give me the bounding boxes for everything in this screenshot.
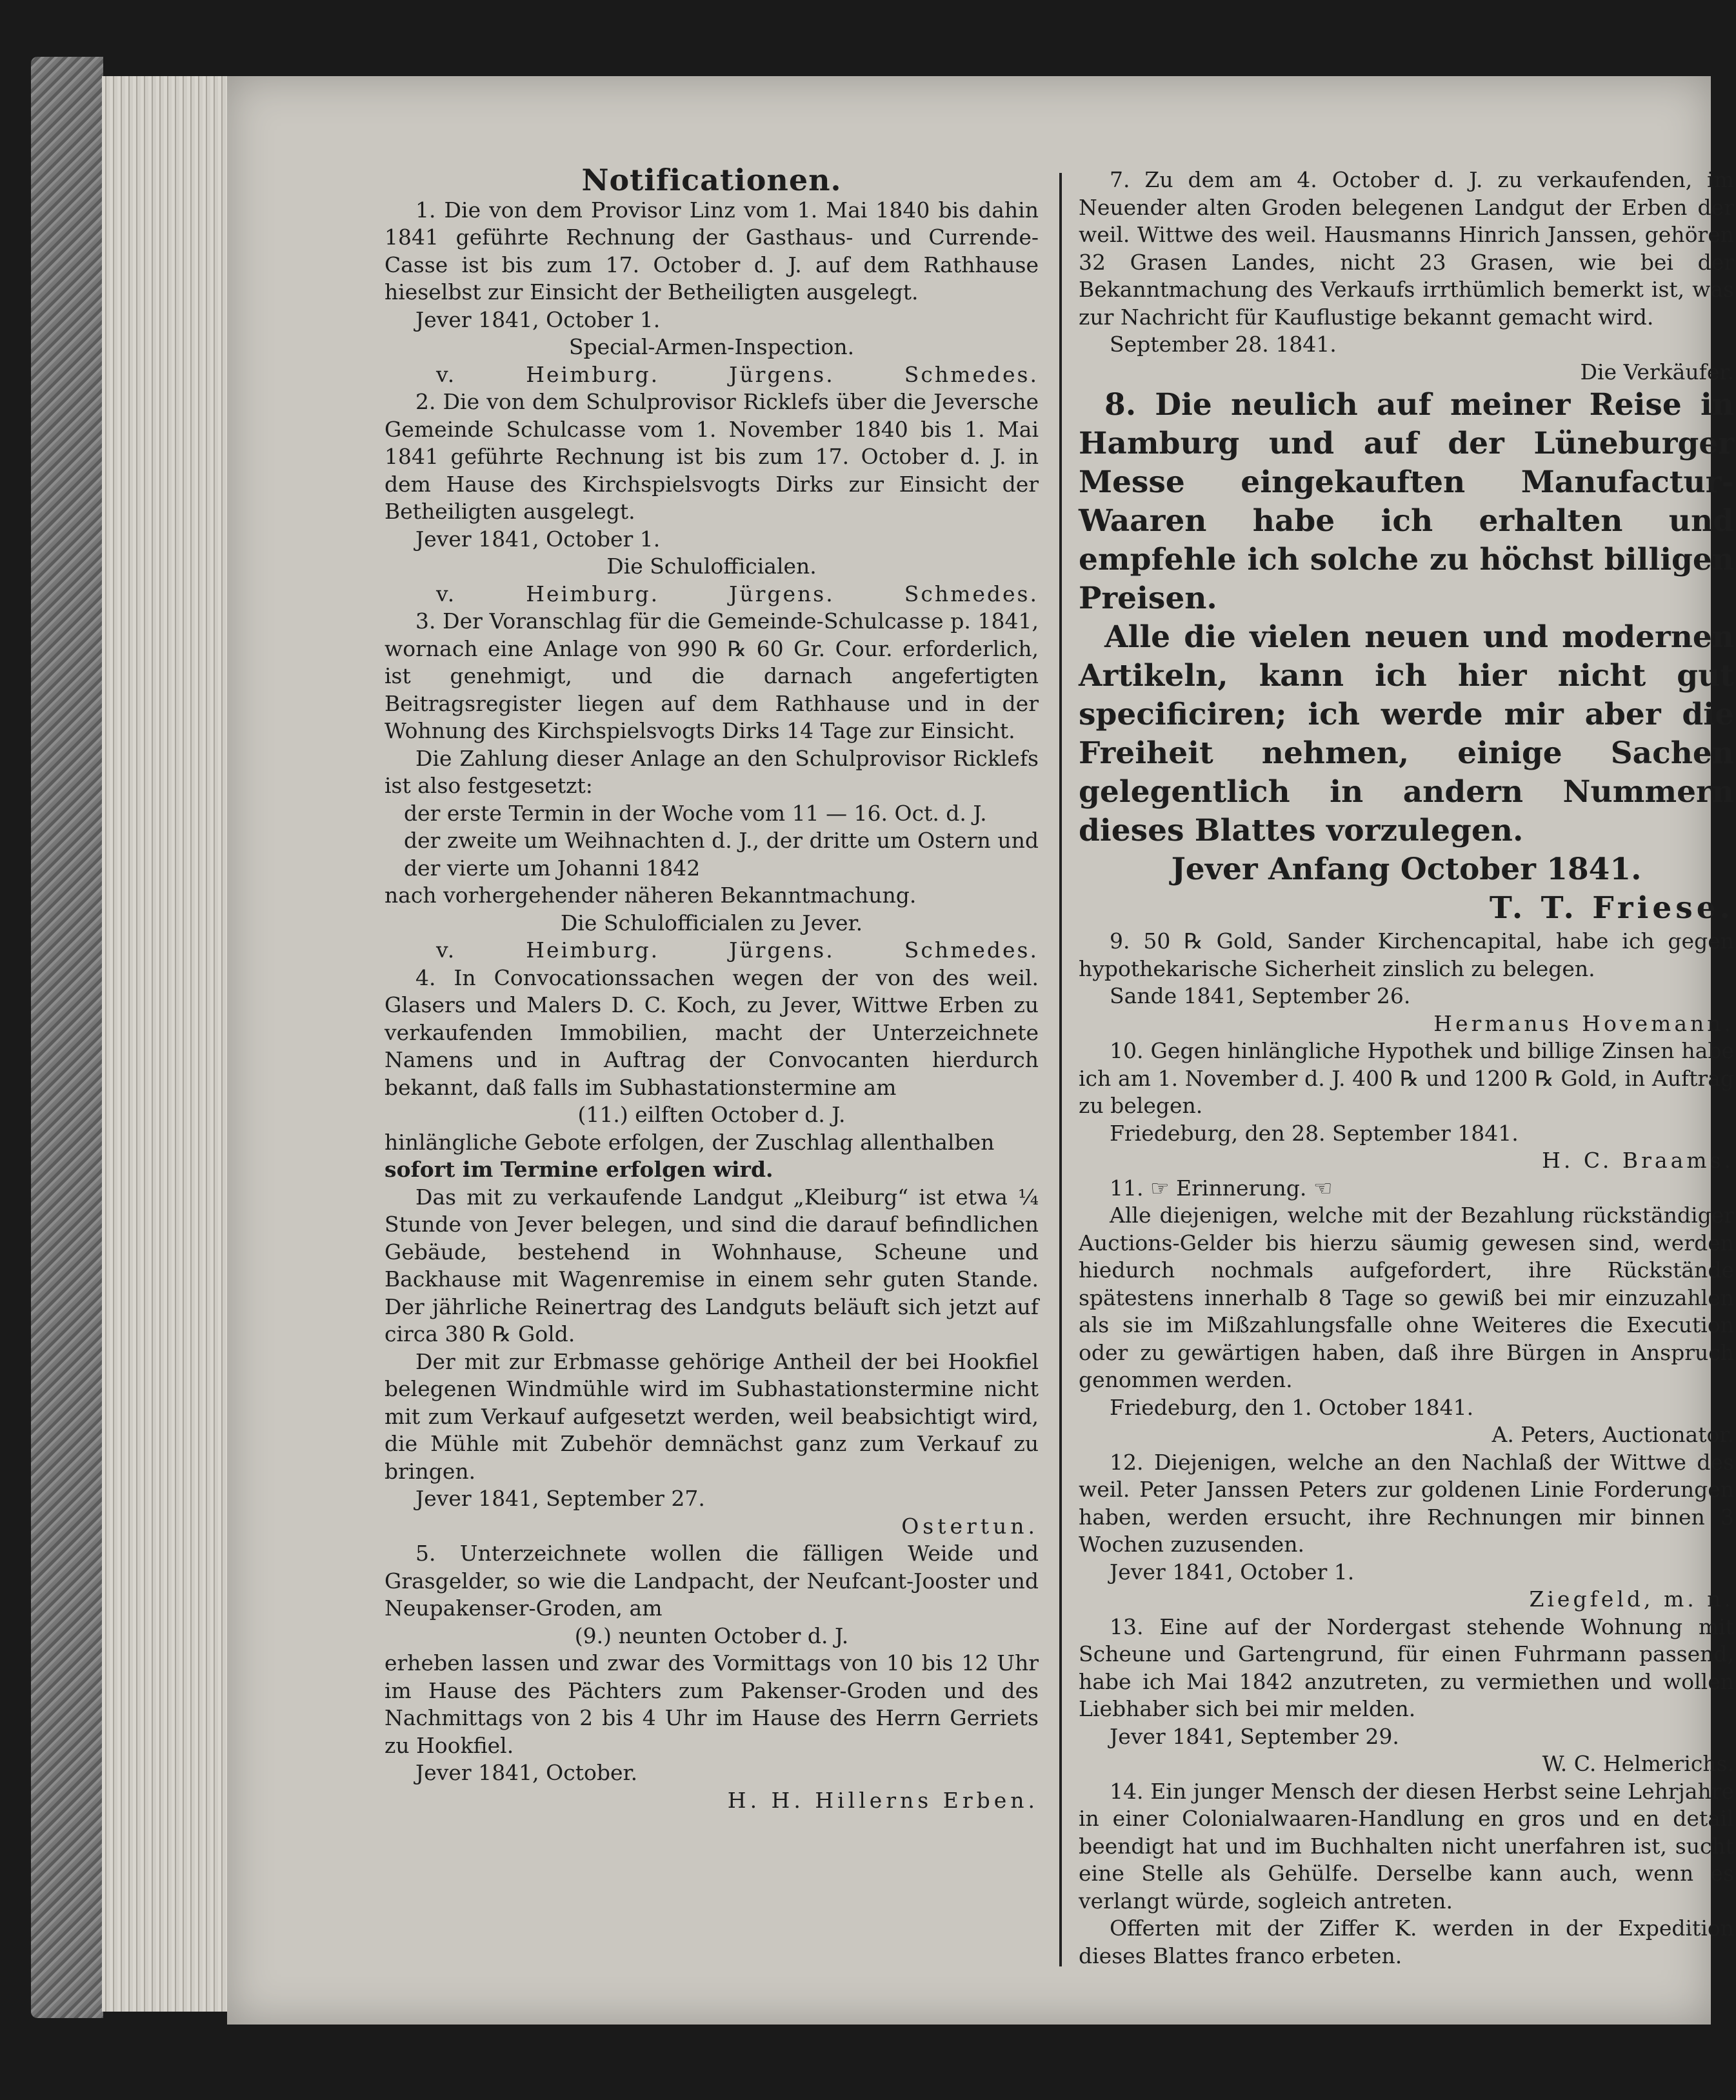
signer: Schmedes.	[904, 581, 1039, 606]
notice-9	[1079, 928, 1734, 1037]
notice-text: 14. Ein junger Mensch der diesen Herbst seine Lehrjahre in einer Colonialwaaren-Handlung en gros und en detail beendigt hat und im Buchhalten nicht unerfahren ist, sucht eine Stelle als Gehülfe. Derselbe kann auch, wenn es verlangt würde, sogleich antreten.	[1079, 1778, 1734, 1914]
notice-12	[1079, 1449, 1734, 1614]
signer: Jürgens.	[729, 361, 835, 387]
notice-signer: W. C. Helmerichs.	[1542, 1751, 1734, 1776]
notice-8-advertisement	[1079, 386, 1734, 928]
column-rule	[1059, 173, 1062, 1966]
notice-11	[1079, 1175, 1734, 1449]
notice-10	[1079, 1037, 1734, 1175]
notice-text: 4. In Convocationssachen wegen der von des weil. Glasers und Malers D. C. Koch, zu Jever, Wittwe Erben zu verkaufenden Immobilien, macht der Unterzeichnete Namens und in Auftrag der Convocanten hierdurch bekannt, daß falls im Subhastationstermine am	[384, 965, 1039, 1100]
notice-signers	[384, 937, 1039, 965]
notice-office: Die Schulofficialen zu Jever.	[560, 910, 863, 935]
notice-text: Alle diejenigen, welche mit der Bezahlung rückständiger Auctions-Gelder bis hierzu säumig gewesen sind, werden hiedurch nochmals aufgefordert, ihre Rückstände spätestens innerhalb 8 Tage so gewiß bei mir einzuzahlen als sie im Mißzahlungsfalle ohne Weiteres die Execution oder zu gewärtigen haben, daß ihre Bürgen in Anspruch genommen werden.	[1079, 1203, 1734, 1392]
notice-signer: Ziegfeld, m. n.	[1529, 1586, 1734, 1612]
notice-office: Special-Armen-Inspection.	[568, 334, 855, 359]
notice-3	[384, 608, 1039, 965]
signer: Schmedes.	[904, 361, 1039, 387]
left-column	[384, 163, 1039, 1814]
notice-13	[1079, 1614, 1734, 1778]
page-edges	[102, 76, 231, 2012]
notice-7	[1079, 166, 1734, 386]
notice-date: Jever 1841, October 1.	[415, 526, 661, 552]
notice-text: 10. Gegen hinlängliche Hypothek und billige Zinsen habe ich am 1. November d. J. 400 ℞ und 1200 ℞ Gold, in Auftrag zu belegen.	[1079, 1038, 1734, 1118]
notice-text: Der mit zur Erbmasse gehörige Antheil der bei Hookfiel belegenen Windmühle wird im Subhastationstermine nicht mit zum Verkauf aufgesetzt werden, weil beabsichtigt wird, die Mühle mit Zubehör demnächst ganz zum Verkauf zu bringen.	[384, 1348, 1039, 1484]
notice-text: nach vorhergehender näheren Bekanntmachung.	[384, 883, 917, 908]
notice-signer: A. Peters, Auctionator.	[1492, 1422, 1734, 1447]
ad-date: Jever Anfang October 1841.	[1171, 852, 1642, 887]
notice-date: Jever 1841, September 29.	[1110, 1723, 1399, 1749]
notice-2	[384, 388, 1039, 608]
notice-text: 3. Der Voranschlag für die Gemeinde-Schulcasse p. 1841, wornach eine Anlage von 990 ℞ 60 Gr. Cour. erforderlich, ist genehmigt, und die darnach angefertigten Beitragsregister liegen auf dem Rathhause und in der Wohnung des Kirchspielsvogts Dirks 14 Tage zur Einsicht.	[384, 608, 1039, 743]
notice-4	[384, 965, 1039, 1541]
notice-date: Sande 1841, September 26.	[1110, 983, 1411, 1008]
notice-date: Jever 1841, October.	[415, 1760, 638, 1785]
notice-text: Das mit zu verkaufende Landgut „Kleiburg“ ist etwa ¼ Stunde von Jever belegen, und sind die darauf befindlichen Gebäude, bestehend in Wohnhause, Scheune und Backhause mit Wagenremise in einem sehr guten Stande. Der jährliche Reinertrag des Landguts beläuft sich jetzt auf circa 380 ℞ Gold.	[384, 1184, 1039, 1346]
section-heading: Notificationen.	[581, 163, 842, 197]
right-column	[1079, 166, 1734, 1970]
notice-date: Friedeburg, den 28. September 1841.	[1110, 1120, 1519, 1146]
notice-text: Die Zahlung dieser Anlage an den Schulprovisor Ricklefs ist also festgesetzt:	[384, 745, 1039, 798]
notice-text: 12. Diejenigen, welche an den Nachlaß der Wittwe des weil. Peter Janssen Peters zur goldenen Linie Forderungen haben, werden ersucht, ihre Rechnungen mir binnen 3 Wochen zuzusenden.	[1079, 1449, 1734, 1557]
notice-text: erheben lassen und zwar des Vormittags von 10 bis 12 Uhr im Hause des Pächters zum Pakenser-Groden und des Nachmittags von 2 bis 4 Uhr im Hause des Herrn Gerriets zu Hookfiel.	[384, 1650, 1039, 1758]
book-cover-edge	[31, 57, 103, 2018]
ad-signer: T. T. Friese.	[1489, 890, 1734, 926]
notice-signer: Ostertun.	[901, 1513, 1039, 1539]
notice-text: 5. Unterzeichnete wollen die fälligen Weide und Grasgelder, so wie die Landpacht, der Neufcant-Jooster und Neupakenser-Groden, am	[384, 1541, 1039, 1621]
notice-signer: Hermanus Hovemann.	[1433, 1010, 1734, 1036]
ad-text: Alle die vielen neuen und modernen Artikeln, kann ich hier nicht gut specificiren; ich werde mir aber die Freiheit nehmen, einige Sachen gelegentlich in andern Nummern dieses Blattes vorzulegen.	[1079, 619, 1734, 848]
notice-text: 7. Zu dem am 4. October d. J. zu verkaufenden, im Neuender alten Groden belegenen Landgut der Erben der weil. Wittwe des weil. Hausmanns Hinrich Janssen, gehören 32 Grasen Landes, nicht 23 Grasen, wie bei der Bekanntmachung des Verkaufs irrthümlich bemerkt ist, was zur Nachricht für Kauflustige bekannt gemacht wird.	[1079, 167, 1734, 330]
notice-date: September 28. 1841.	[1110, 332, 1337, 357]
notice-signer: Die Verkäufer.	[1580, 359, 1734, 385]
signer: Schmedes.	[904, 937, 1039, 963]
notice-date: Friedeburg, den 1. October 1841.	[1110, 1394, 1474, 1420]
notice-signers	[384, 361, 1039, 389]
notice-text: hinlängliche Gebote erfolgen, der Zuschlag allenthalben	[384, 1129, 995, 1155]
ad-text: 8. Die neulich auf meiner Reise in Hamburg und auf der Lüneburger Messe eingekauften Manufactur-Waaren habe ich erhalten und empfehle ich solche zu höchst billigen Preisen.	[1079, 387, 1734, 616]
payment-term: der zweite um Weihnachten d. J., der dritte um Ostern und der vierte um Johanni 1842	[404, 828, 1039, 881]
notice-text: 9. 50 ℞ Gold, Sander Kirchencapital, habe ich gegen hypothekarische Sicherheit zinslich zu belegen.	[1079, 928, 1734, 981]
notice-signer: H. H. Hillerns Erben.	[727, 1787, 1039, 1813]
notice-title: 11. ☞ Erinnerung. ☜	[1110, 1175, 1333, 1201]
notice-signer: H. C. Braams.	[1542, 1148, 1734, 1173]
notice-text: 1. Die von dem Provisor Linz vom 1. Mai 1840 bis dahin 1841 geführte Rechnung der Gasthaus- und Currende-Casse ist bis zum 17. October d. J. auf dem Rathhause hieselbst zur Einsicht der Betheiligten ausgelegt.	[384, 197, 1039, 305]
notice-date: Jever 1841, September 27.	[415, 1486, 705, 1511]
notice-text-bold: sofort im Termine erfolgen wird.	[384, 1157, 773, 1182]
notice-14	[1079, 1778, 1734, 1970]
notice-signers	[384, 581, 1039, 608]
auction-date: (11.) eilften October d. J.	[577, 1102, 846, 1127]
notice-text: Offerten mit der Ziffer K. werden in der Expedition dieses Blattes franco erbeten.	[1079, 1915, 1734, 1968]
payment-term: der erste Termin in der Woche vom 11 — 16. Oct. d. J.	[404, 800, 987, 826]
notice-text: 13. Eine auf der Nordergast stehende Wohnung mit Scheune und Gartengrund, für einen Fuhrmann passend, habe ich Mai 1842 anzutreten, zu vermiethen und wollen Liebhaber sich bei mir melden.	[1079, 1614, 1734, 1721]
collection-date: (9.) neunten October d. J.	[574, 1623, 849, 1648]
signer: v. Heimburg.	[436, 361, 660, 387]
notice-5	[384, 1540, 1039, 1814]
signer: Jürgens.	[729, 581, 835, 606]
signer: Jürgens.	[729, 937, 835, 963]
notice-date: Jever 1841, October 1.	[1110, 1559, 1355, 1585]
notice-date: Jever 1841, October 1.	[415, 306, 661, 332]
notice-text: 2. Die von dem Schulprovisor Ricklefs über die Jeversche Gemeinde Schulcasse vom 1. November 1840 bis 1. Mai 1841 geführte Rechnung ist bis zum 17. October d. J. in dem Hause des Kirchspielsvogts Dirks zur Einsicht der Betheiligten ausgelegt.	[384, 389, 1039, 524]
notice-office: Die Schulofficialen.	[606, 554, 817, 579]
signer: v. Heimburg.	[436, 581, 660, 606]
notice-1	[384, 197, 1039, 389]
signer: v. Heimburg.	[436, 937, 660, 963]
newspaper-page	[227, 76, 1734, 2025]
